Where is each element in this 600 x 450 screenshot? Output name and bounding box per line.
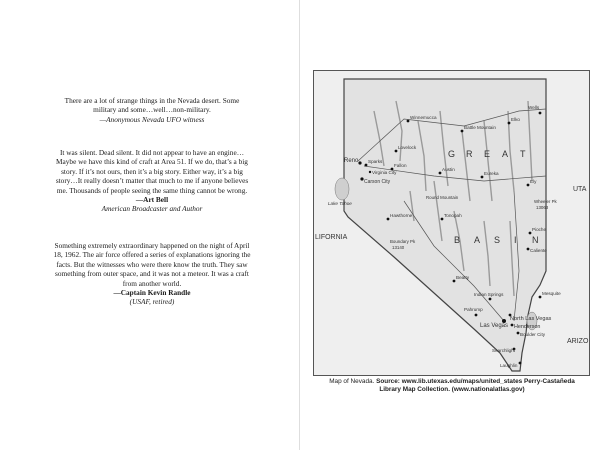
city-label: Lovelock xyxy=(398,145,417,150)
right-page xyxy=(300,0,600,450)
region-letter: T xyxy=(520,149,528,159)
city-dot xyxy=(453,280,456,283)
quote-line: something from outer space, and it was not a meteor. It was a craft xyxy=(55,269,249,279)
lake-label: Lake Tahoe xyxy=(328,201,352,206)
city-label: Austin xyxy=(442,167,455,172)
region-letter: N xyxy=(532,235,541,245)
quote-line: There are a lot of strange things in the Nevada desert. Some xyxy=(64,96,240,105)
city-label: Beatty xyxy=(456,275,470,280)
state-label-utah: UTA xyxy=(573,186,587,193)
quote-kevin-randle xyxy=(20,241,284,307)
city-label: Sparks xyxy=(368,159,383,164)
region-letter: A xyxy=(474,235,483,245)
peak-elevation: 13140 xyxy=(392,245,405,250)
quote-line: It was silent. Dead silent. It did not appear to have an engine… xyxy=(60,148,244,157)
nevada-map-svg xyxy=(314,71,589,375)
city-label: Laughlin xyxy=(500,363,518,368)
city-label: Elko xyxy=(511,117,520,122)
city-label: Boulder City xyxy=(520,332,546,337)
city-label: Searchlight xyxy=(492,348,515,353)
region-letter: R xyxy=(466,149,475,159)
left-page xyxy=(0,0,299,450)
city-dot xyxy=(441,218,444,221)
quote-attribution-name: —Art Bell xyxy=(135,195,169,205)
city-dot xyxy=(517,332,520,335)
peak-label: Round Mountain xyxy=(426,195,459,200)
quote-line: 18, 1962. The air force offered a series of explanations ignoring the xyxy=(53,250,251,260)
region-letter: B xyxy=(454,235,463,245)
caption-lead: Map of Nevada. xyxy=(329,378,375,385)
quote-line: story…It really doesn’t matter that much to me if anyone believes xyxy=(55,176,249,186)
quote-anonymous-witness xyxy=(20,96,284,124)
city-label: Henderson xyxy=(514,324,541,330)
city-dot xyxy=(519,362,522,365)
city-dot xyxy=(461,130,464,133)
city-dot xyxy=(395,150,398,153)
city-dot xyxy=(365,164,368,167)
quote-art-bell xyxy=(20,148,284,214)
city-dot xyxy=(527,248,530,251)
city-dot xyxy=(511,324,514,327)
quote-line: me. Thousands of people seeing the same thing cannot be wrong. xyxy=(56,185,248,195)
city-dot xyxy=(475,314,478,317)
city-label: Winnemucca xyxy=(410,115,437,120)
city-label: Las Vegas xyxy=(480,323,509,329)
city-label: Hawthorne xyxy=(390,213,413,218)
region-letter: A xyxy=(502,149,511,159)
quote-attribution-role: (USAF, retired) xyxy=(129,297,175,307)
peak-label: Boundary Pk xyxy=(390,239,416,244)
quote-line: facts. But the witnesses who were there know the truth. They saw xyxy=(56,259,248,269)
quote-attribution-role: American Broadcaster and Author xyxy=(101,204,203,214)
city-label: Mesquite xyxy=(542,291,561,296)
state-label-california: LIFORNIA xyxy=(315,234,348,241)
city-dot xyxy=(508,122,511,125)
city-dot xyxy=(539,112,542,115)
city-dot xyxy=(539,296,542,299)
city-label: Virginia City xyxy=(372,170,397,175)
region-letter: I xyxy=(514,235,519,245)
state-label-arizona: ARIZO xyxy=(567,338,589,345)
region-letter: G xyxy=(448,149,458,159)
city-label: Ely xyxy=(530,179,537,184)
city-label: Fallon xyxy=(394,163,407,168)
city-label: Battle Mountain xyxy=(464,125,496,130)
caption-source: Source: www.lib.utexas.edu/maps/united_states Perry-Castañeda Library Map Collection. (www.nationalatlas.gov) xyxy=(376,378,575,394)
city-label: Tonopah xyxy=(444,213,462,218)
city-dot xyxy=(527,184,530,187)
quote-line: story. If it’s not ours, then it’s a big story. Either way, it’s a big xyxy=(61,166,243,176)
quote-attribution: —Anonymous Nevada UFO witness xyxy=(99,114,205,124)
city-label: Indian Springs xyxy=(474,292,504,297)
city-dot xyxy=(369,171,371,173)
city-dot xyxy=(407,120,410,123)
quote-line: Something extremely extraordinary happened on the night of April xyxy=(54,241,250,250)
quote-line: Maybe we have this kind of craft at Area 51. If we do, that’s a big xyxy=(56,157,248,167)
city-dot xyxy=(489,298,492,301)
lake-tahoe xyxy=(335,178,349,200)
quote-line: from another world. xyxy=(122,278,182,288)
city-label: Reno xyxy=(344,158,359,164)
city-dot xyxy=(358,161,361,164)
city-label: Pahrump xyxy=(464,307,483,312)
city-label: Pioche xyxy=(532,227,547,232)
nevada-map xyxy=(313,70,590,376)
city-dot xyxy=(481,176,484,179)
city-dot xyxy=(529,232,532,235)
peak-elevation: 13063 xyxy=(536,205,549,210)
region-letter: E xyxy=(484,149,493,159)
quote-attribution-name: —Captain Kevin Randle xyxy=(113,288,191,298)
city-label: North Las Vegas xyxy=(510,316,552,322)
city-dot xyxy=(439,172,442,175)
city-dot xyxy=(387,218,390,221)
region-letter: S xyxy=(494,235,503,245)
city-label: Carson City xyxy=(364,179,391,185)
map-caption xyxy=(320,378,584,395)
city-label: Caliente xyxy=(530,248,547,253)
peak-label: Wheeler Pk xyxy=(534,199,557,204)
city-label: Wells xyxy=(528,105,540,110)
quote-line: military and some…well…non-military. xyxy=(93,105,211,115)
city-label: Eureka xyxy=(484,171,499,176)
